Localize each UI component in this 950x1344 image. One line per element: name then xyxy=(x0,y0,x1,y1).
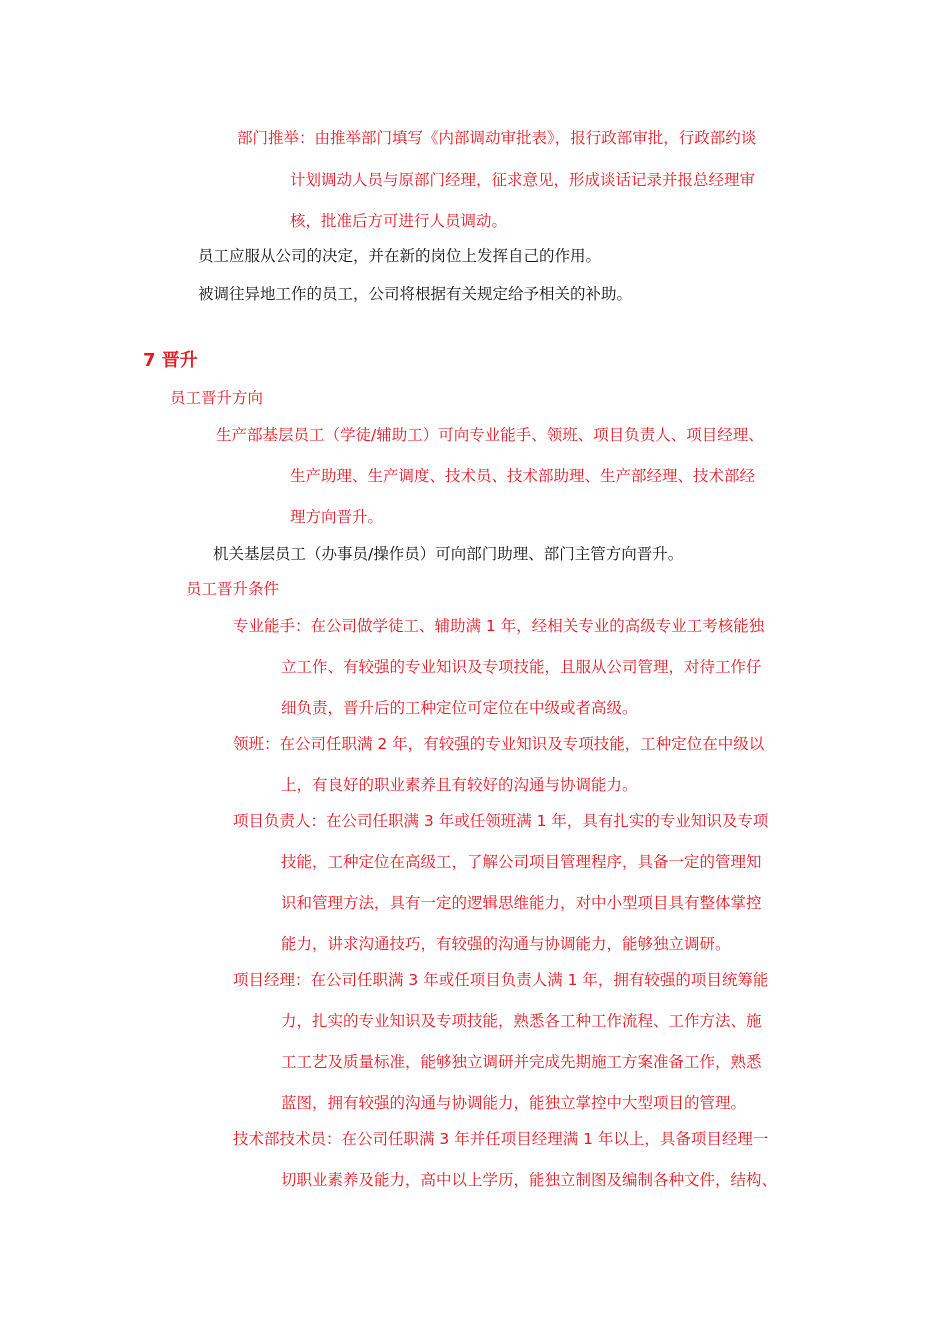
paragraph-line: 能力，讲求沟通技巧，有较强的沟通与协调能力，能够独立调研。 xyxy=(281,935,731,953)
paragraph-line: 计划调动人员与原部门经理，征求意见，形成谈话记录并报总经理审 xyxy=(290,171,756,189)
paragraph-line: 技术部技术员：在公司任职满 3 年并任项目经理满 1 年以上，具备项目经理一 xyxy=(233,1130,769,1148)
section-heading: 7 晋升 xyxy=(143,350,198,371)
subsection-heading: 员工晋升方向 xyxy=(170,389,264,407)
paragraph-line: 项目负责人：在公司任职满 3 年或任领班满 1 年，具有扎实的专业知识及专项 xyxy=(233,812,769,830)
paragraph-line: 生产部基层员工（学徒/辅助工）可向专业能手、领班、项目负责人、项目经理、 xyxy=(216,426,764,444)
paragraph-line: 专业能手：在公司做学徒工、辅助满 1 年，经相关专业的高级专业工考核能独 xyxy=(233,617,765,635)
paragraph-line: 技能，工种定位在高级工，了解公司项目管理程序，具备一定的管理知 xyxy=(281,853,762,871)
paragraph-line: 机关基层员工（办事员/操作员）可向部门助理、部门主管方向晋升。 xyxy=(213,545,684,563)
paragraph-line: 细负责，晋升后的工种定位可定位在中级或者高级。 xyxy=(281,699,638,717)
subsection-heading: 员工晋升条件 xyxy=(186,580,280,598)
paragraph-line: 领班：在公司任职满 2 年，有较强的专业知识及专项技能，工种定位在中级以 xyxy=(233,735,765,753)
paragraph-line: 被调往异地工作的员工，公司将根据有关规定给予相关的补助。 xyxy=(198,285,633,303)
paragraph-line: 员工应服从公司的决定，并在新的岗位上发挥自己的作用。 xyxy=(198,247,602,265)
paragraph-line: 立工作、有较强的专业知识及专项技能，且服从公司管理，对待工作仔 xyxy=(281,658,762,676)
paragraph-line: 理方向晋升。 xyxy=(290,508,384,526)
paragraph-line: 工工艺及质量标准，能够独立调研并完成先期施工方案准备工作，熟悉 xyxy=(281,1053,762,1071)
paragraph-line: 切职业素养及能力，高中以上学历，能独立制图及编制各种文件，结构、 xyxy=(281,1171,778,1189)
paragraph-line: 力，扎实的专业知识及专项技能，熟悉各工种工作流程、工作方法、施 xyxy=(281,1012,762,1030)
paragraph-line: 识和管理方法，具有一定的逻辑思维能力，对中小型项目具有整体掌控 xyxy=(281,894,762,912)
paragraph-line: 部门推举：由推举部门填写《内部调动审批表》，报行政部审批，行政部约谈 xyxy=(237,129,757,147)
paragraph-line: 蓝图，拥有较强的沟通与协调能力，能独立掌控中大型项目的管理。 xyxy=(281,1094,747,1112)
paragraph-line: 核，批准后方可进行人员调动。 xyxy=(290,212,508,230)
paragraph-line: 项目经理：在公司任职满 3 年或任项目负责人满 1 年，拥有较强的项目统筹能 xyxy=(233,971,769,989)
paragraph-line: 生产助理、生产调度、技术员、技术部助理、生产部经理、技术部经 xyxy=(290,467,756,485)
paragraph-line: 上，有良好的职业素养且有较好的沟通与协调能力。 xyxy=(281,776,638,794)
